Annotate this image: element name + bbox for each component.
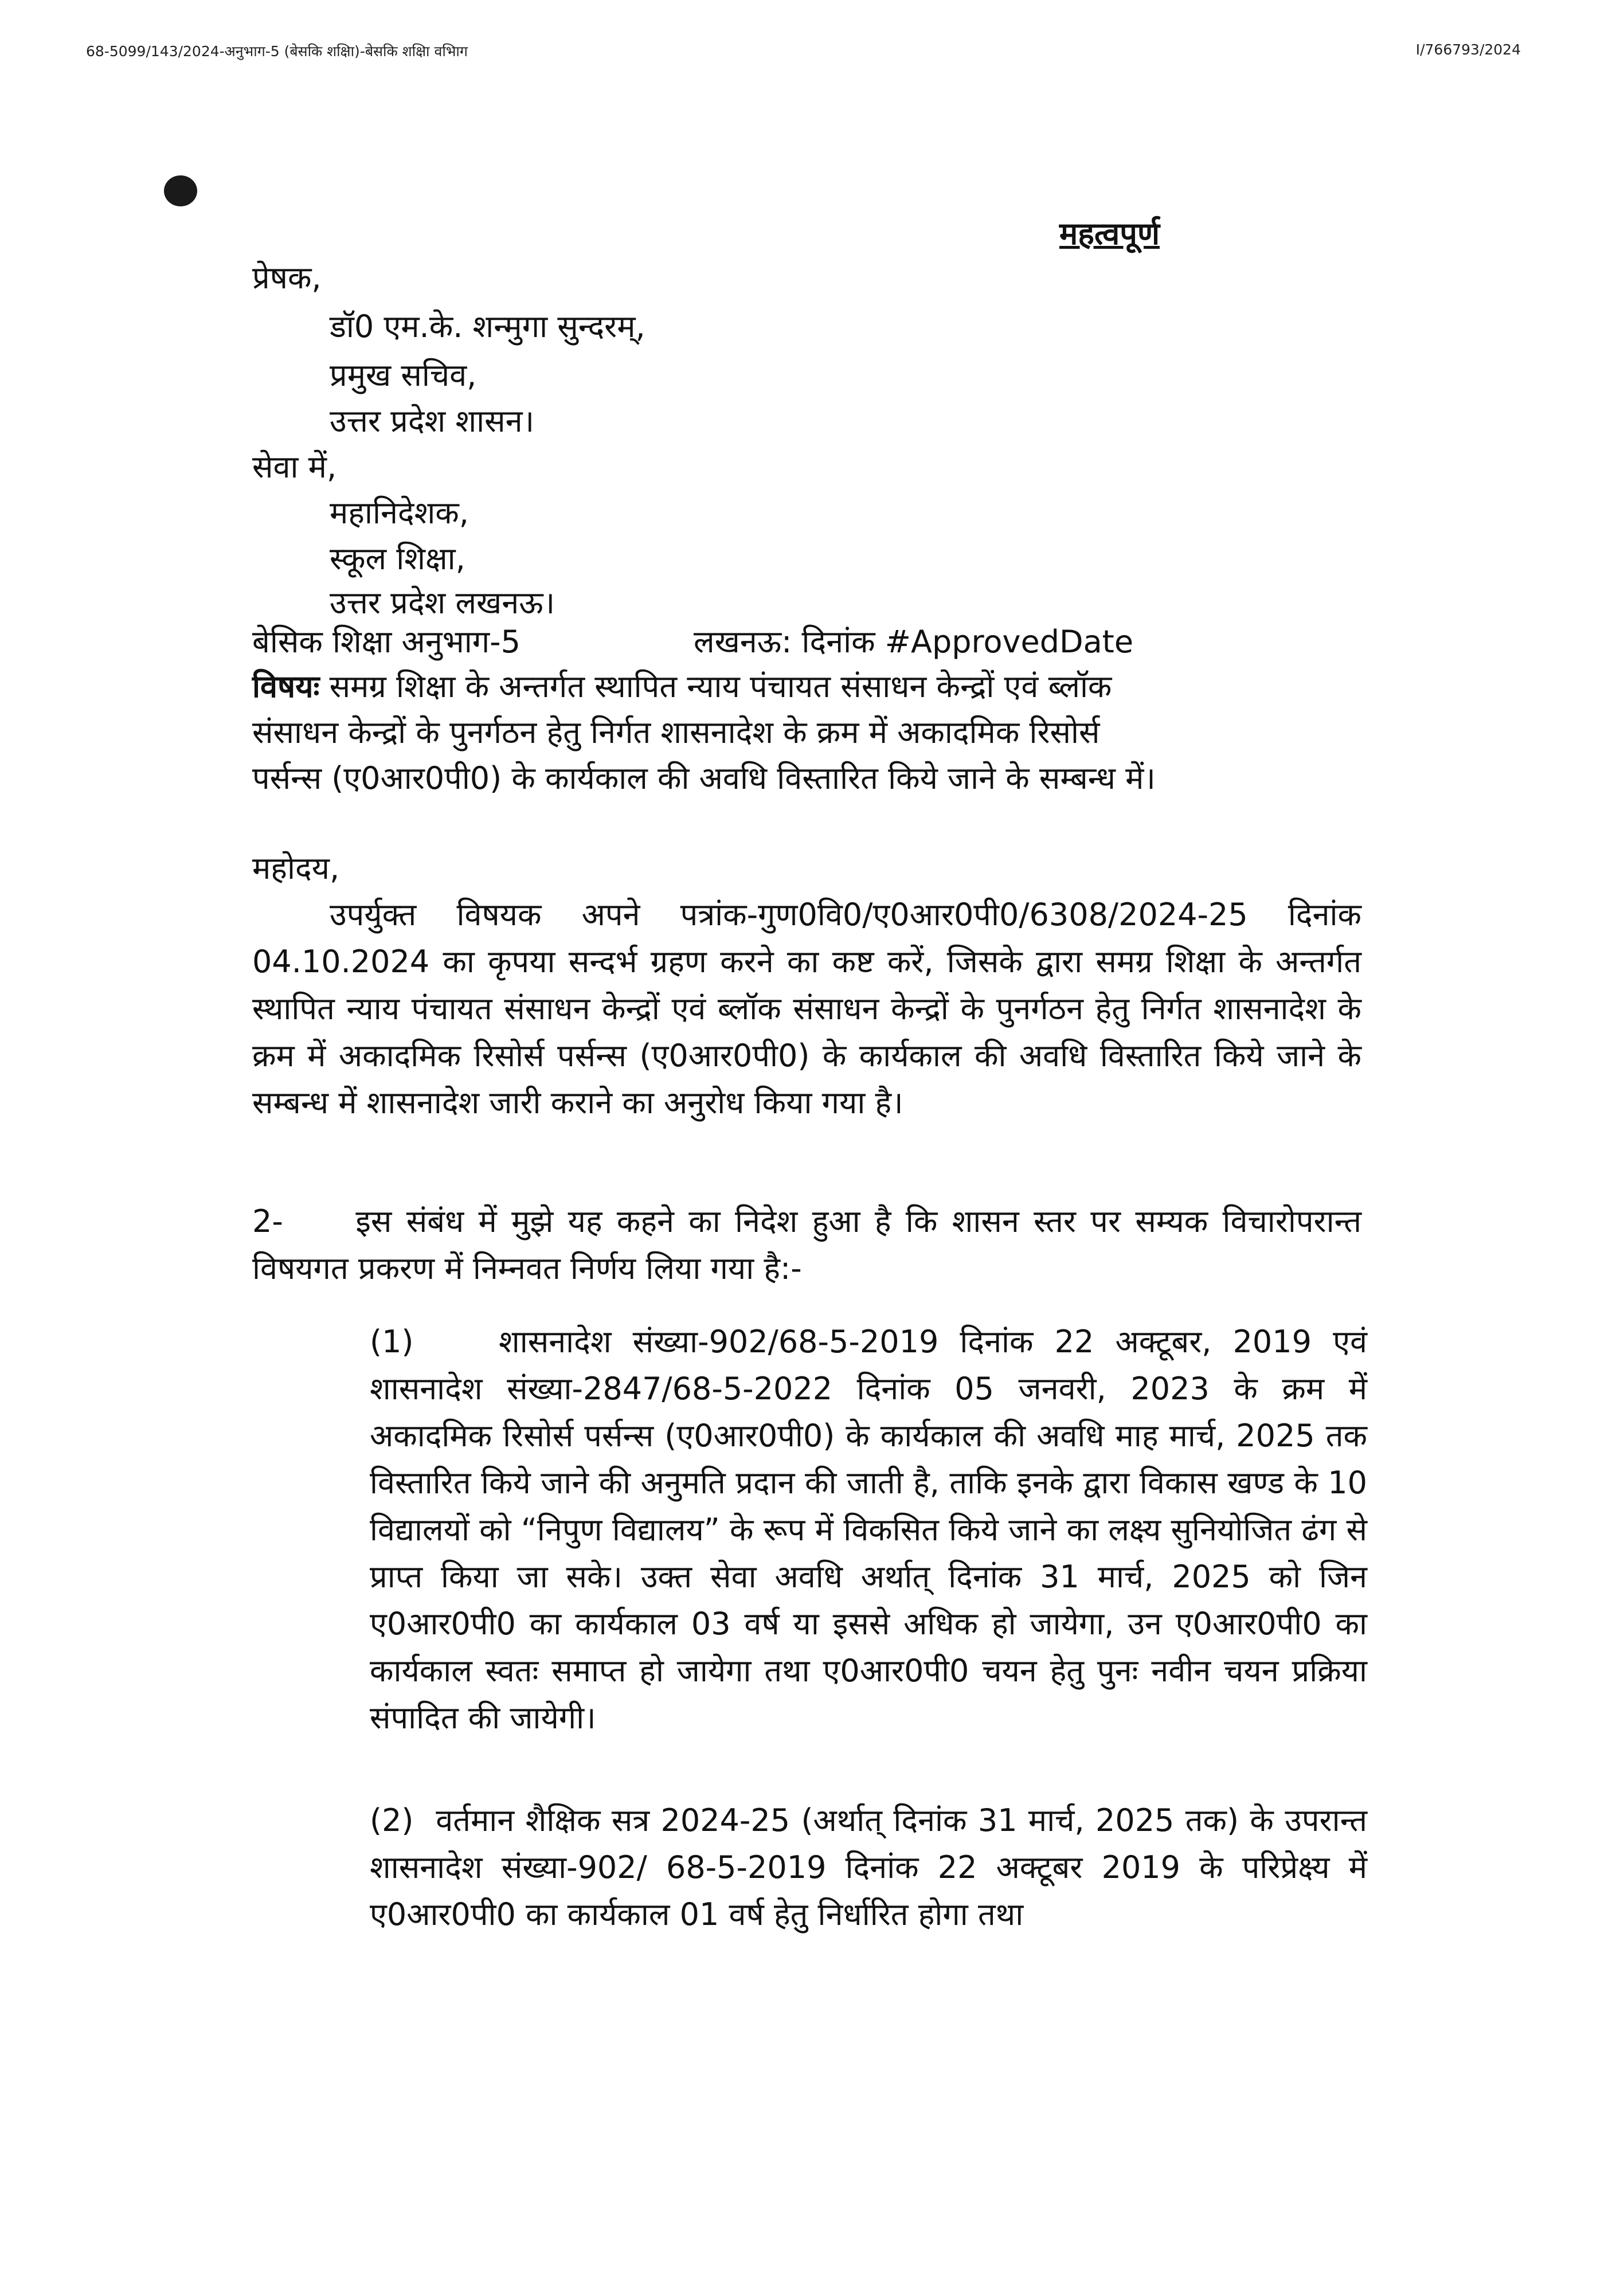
point-1-number: (1) [370, 1324, 414, 1360]
point-1-text: शासनादेश संख्या-902/68-5-2019 दिनांक 22 अक्टूबर, 2019 एवं शासनादेश संख्या-2847/68-5-2022 दिनांक 05 जनवरी, 2023 के क्रम में अकादमिक रिसोर्स पर्सन्स (ए0आर0पी0) के कार्यकाल की अवधि माह मार्च, 2025 तक विस्तारित किये जाने की अनुमति प्रदान की जाती है, ताकि इनके द्वारा विकास खण्ड के 10 विद्यालयों को “निपुण विद्यालय” के रूप में विकसित किये जाने का लक्ष्य सुनियोजित ढंग से प्राप्त किया जा सके। उक्त सेवा अवधि अर्थात् दिनांक 31 मार्च, 2025 को जिन ए0आर0पी0 का कार्यकाल 03 वर्ष या इससे अधिक हो जायेगा, उन ए0आर0पी0 का कार्यकाल स्वतः समाप्त हो जायेगा तथा ए0आर0पी0 चयन हेतु पुनः नवीन चयन प्रक्रिया संपादित की जायेगी। [370, 1324, 1368, 1736]
document-number: I/766793/2024 [1415, 41, 1521, 58]
subject-line-1 [252, 664, 1112, 710]
recipient-designation: महानिदेशक, [330, 495, 469, 531]
subject-label: विषयः [252, 668, 320, 705]
sender-label: प्रेषक, [252, 260, 322, 296]
point-2-number: (2) [370, 1802, 414, 1838]
subject-line-3: पर्सन्स (ए0आर0पी0) के कार्यकाल की अवधि विस्तारित किये जाने के सम्बन्ध में। [252, 760, 1156, 796]
point-1 [370, 1318, 1367, 1742]
subject-text-1: समग्र शिक्षा के अन्तर्गत स्थापित न्याय पंचायत संसाधन केन्द्रों एवं ब्लॉक [329, 668, 1112, 705]
paragraph-1: उपर्युक्त विषयक अपने पत्रांक-गुण0वि0/ए0आर0पी0/6308/2024-25 दिनांक 04.10.2024 का कृपया सन्दर्भ ग्रहण करने का कष्ट करें, जिसके द्वारा समग्र शिक्षा के अन्तर्गत स्थापित न्याय पंचायत संसाधन केन्द्रों एवं ब्लॉक संसाधन केन्द्रों के पुनर्गठन हेतु निर्गत शासनादेश के क्रम में अकादमिक रिसोर्स पर्सन्स (ए0आर0पी0) के कार्यकाल की अवधि विस्तारित किये जाने के सम्बन्ध में शासनादेश जारी कराने का अनुरोध किया गया है। [252, 897, 1361, 1121]
file-reference: 68-5099/143/2024-अनुभाग-5 (बेसकि शक्षिा)-बेसकि शक्षिा वभिाग [86, 43, 468, 60]
section-name: बेसिक शिक्षा अनुभाग-5 [252, 624, 521, 660]
sender-designation: प्रमुख सचिव, [330, 357, 477, 393]
subject-line-2: संसाधन केन्द्रों के पुनर्गठन हेतु निर्गत शासनादेश के क्रम में अकादमिक रिसोर्स [252, 714, 1100, 750]
point-2 [370, 1797, 1367, 1938]
paragraph-2-number: 2- [252, 1203, 283, 1239]
salutation: महोदय, [252, 850, 340, 886]
important-label: महत्वपूर्ण [1059, 216, 1160, 252]
sender-name: डॉ0 एम.के. शन्मुगा सुन्दरम्, [330, 308, 645, 345]
recipient-department: स्कूल शिक्षा, [330, 541, 465, 577]
recipient-office: उत्तर प्रदेश लखनऊ। [330, 585, 555, 621]
place-date: लखनऊ: दिनांक #ApprovedDate [694, 624, 1134, 660]
punch-hole-mark [164, 175, 197, 206]
paragraph-2-text: इस संबंध में मुझे यह कहने का निदेश हुआ है कि शासन स्तर पर सम्यक विचारोपरान्त विषयगत प्रकरण में निम्नवत निर्णय लिया गया है:- [252, 1203, 1362, 1286]
paragraph-2 [252, 1198, 1361, 1292]
sender-office: उत्तर प्रदेश शासन। [330, 403, 535, 439]
recipient-label: सेवा में, [252, 449, 337, 485]
point-2-text: वर्तमान शैक्षिक सत्र 2024-25 (अर्थात् दिनांक 31 मार्च, 2025 तक) के उपरान्त शासनादेश संख्या-902/ 68-5-2019 दिनांक 22 अक्टूबर 2019 के परिप्रेक्ष्य में ए0आर0पी0 का कार्यकाल 01 वर्ष हेतु निर्धारित होगा तथा [370, 1802, 1367, 1932]
